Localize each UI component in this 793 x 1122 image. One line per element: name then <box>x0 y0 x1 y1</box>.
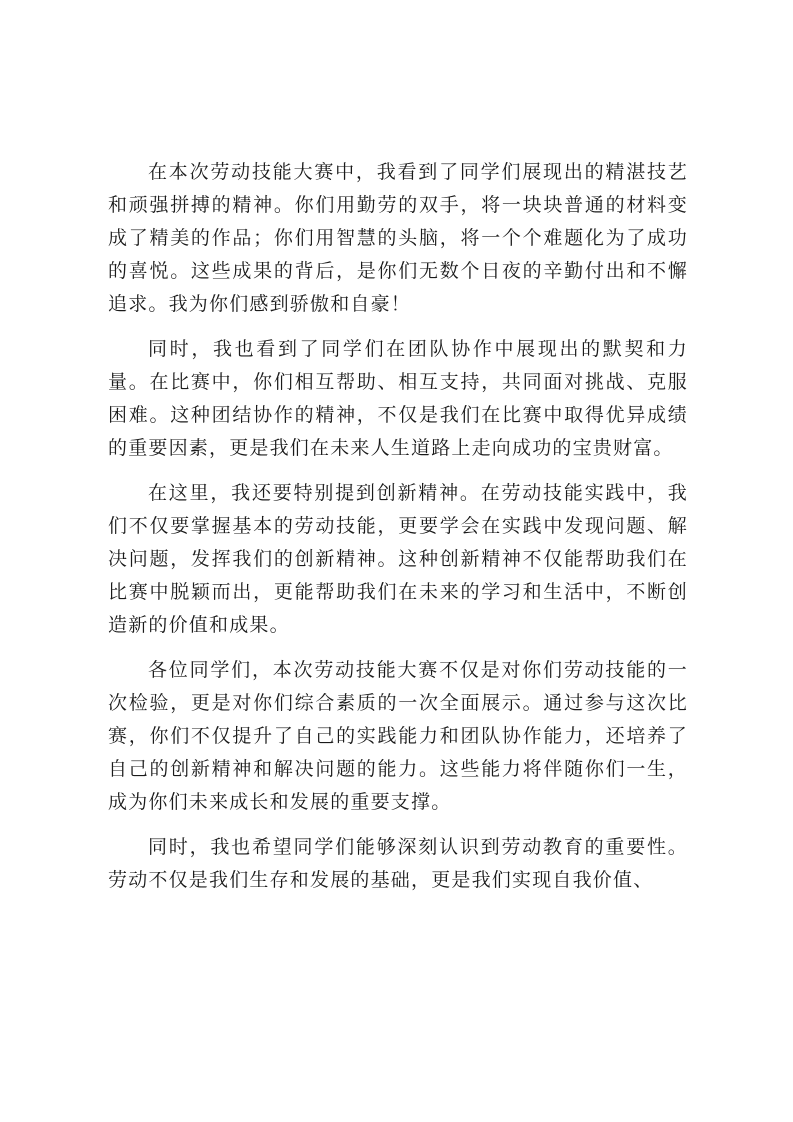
paragraph-1: 在本次劳动技能大赛中，我看到了同学们展现出的精湛技艺和顽强拼搏的精神。你们用勤劳的双手，将一块块普通的材料变成了精美的作品；你们用智慧的头脑，将一个个难题化为了成功的喜悦。这些成果的背后，是你们无数个日夜的辛勤付出和不懈追求。我为你们感到骄傲和自豪！ <box>108 161 688 315</box>
paragraph-2: 同时，我也看到了同学们在团队协作中展现出的默契和力量。在比赛中，你们相互帮助、相互支持，共同面对挑战、克服困难。这种团结协作的精神，不仅是我们在比赛中取得优异成绩的重要因素，更是我们在未来人生道路上走向成功的宝贵财富。 <box>108 338 688 459</box>
document-body <box>108 156 688 909</box>
paragraph-5: 同时，我也希望同学们能够深刻认识到劳动教育的重要性。劳动不仅是我们生存和发展的基础，更是我们实现自我价值、 <box>108 836 688 891</box>
paragraph-4: 各位同学们，本次劳动技能大赛不仅是对你们劳动技能的一次检验，更是对你们综合素质的一次全面展示。通过参与这次比赛，你们不仅提升了自己的实践能力和团队协作能力，还培养了自己的创新精神和解决问题的能力。这些能力将伴随你们一生，成为你们未来成长和发展的重要支撑。 <box>108 659 688 813</box>
paragraph-3: 在这里，我还要特别提到创新精神。在劳动技能实践中，我们不仅要掌握基本的劳动技能，更要学会在实践中发现问题、解决问题，发挥我们的创新精神。这种创新精神不仅能帮助我们在比赛中脱颖而出，更能帮助我们在未来的学习和生活中，不断创造新的价值和成果。 <box>108 482 688 636</box>
